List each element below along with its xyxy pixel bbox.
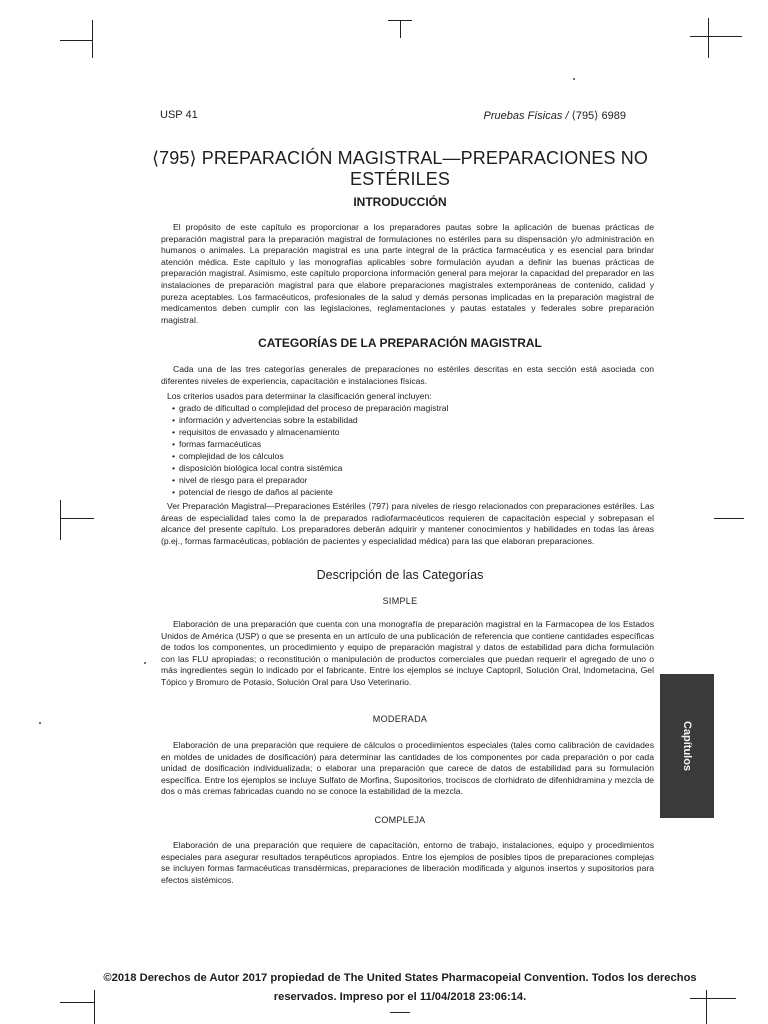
running-header-right bbox=[483, 109, 626, 122]
crop-mark bbox=[60, 518, 94, 519]
list-item: • información y advertencias sobre la estabilidad bbox=[172, 414, 642, 426]
list-item: • requisitos de envasado y almacenamiento bbox=[172, 426, 642, 438]
chapter-thumb-tab bbox=[660, 674, 714, 818]
simple-heading: SIMPLE bbox=[382, 596, 418, 606]
compleja-paragraph bbox=[161, 840, 654, 886]
categories-p1: Cada una de las tres categorías generales de preparaciones no estériles descritas en esta sección está asociada con diferentes niveles de experiencia, capacitación e instalaciones físicas. bbox=[161, 364, 654, 386]
crop-mark bbox=[92, 20, 93, 58]
list-item: • disposición biológica local contra sistémica bbox=[172, 462, 642, 474]
simple-text: Elaboración de una preparación que cuenta con una monografía de preparación magistral en la Farmacopea de los Estados Unidos de América (USP) o que se presenta en un artículo de una publicación de referencia que contiene cantidades específicas de todos los componentes, un procedimiento y equipo de preparación magistral y datos de estabilidad para dicha formulación con las FLU apropiadas; o reconstitución o manipulación de productos comerciales que puedan requerir el agregado de uno o más ingredientes según lo indicado por el fabricante. Entre los ejemplos se incluye Captopril, Solución Oral, Indometacina, Gel Tópico y Bromuro de Potasio, Solución Oral para Uso Veterinario. bbox=[161, 619, 654, 687]
criteria-list bbox=[172, 402, 642, 498]
crop-mark bbox=[690, 36, 742, 37]
header-section: Pruebas Físicas / bbox=[483, 110, 572, 122]
moderada-text: Elaboración de una preparación que requiere de cálculos o procedimientos especiales (tales como calibración de cavidades en moldes de unidades de dosificación) para determinar las cantidades de los componentes por cada preparación o por cada unidad de dosificación individualizada; o elaborar una preparación que carece de datos de estabilidad para su formulación específica. Entre los ejemplos se incluye Sulfato de Morfina, Supositorios, trociscos de clorhidrato de difenhidramina y mezcla de dos o más cremas fabricadas cuando no se conoce la estabilidad de la mezcla. bbox=[161, 740, 654, 797]
list-item: • complejidad de los cálculos bbox=[172, 450, 642, 462]
crop-mark bbox=[708, 18, 709, 58]
side-tab-label: Capítulos bbox=[681, 720, 693, 772]
categories-p2: Los criterios usados para determinar la clasificación general incluyen: bbox=[167, 391, 432, 401]
scan-speck bbox=[144, 662, 146, 664]
intro-paragraph bbox=[161, 222, 654, 326]
categories-p3: Ver Preparación Magistral—Preparaciones Estériles ⟨797⟩ para niveles de riesgo relacionados con preparaciones estériles. Las áreas de especialidad tales como la de preparados radiofarmacéuticos requieren de capacitación especial y sobrepasan el alcance del presente capítulo. Los preparadores deberán adquirir y mantener conocimientos y habilidades en todas las áreas (p.ej., formas farmacéuticas, población de pacientes y especialidad médica) para las que elaboran preparaciones. bbox=[161, 501, 654, 546]
compleja-text: Elaboración de una preparación que requiere de capacitación, entorno de trabajo, instalaciones, equipo y procedimientos especiales para asegurar resultados terapéuticos apropiados. Entre los ejemplos de posibles tipos de preparaciones complejas se incluyen formas farmacéuticas transdérmicas, preparaciones de liberación modificada y algunos insertos y supositorios para efectos sistémicos. bbox=[161, 840, 654, 885]
copyright-footer bbox=[40, 969, 760, 1007]
criteria-intro bbox=[161, 390, 654, 402]
chapter-title: ⟨795⟩ PREPARACIÓN MAGISTRAL—PREPARACIONES NO ESTÉRILES bbox=[152, 148, 648, 189]
header-page-number: ⟨795⟩ 6989 bbox=[571, 110, 626, 122]
moderada-heading: MODERADA bbox=[372, 714, 428, 724]
running-header-left: USP 41 bbox=[160, 109, 198, 121]
crop-mark bbox=[60, 500, 61, 540]
list-item: • grado de dificultad o complejidad del proceso de preparación magistral bbox=[172, 402, 642, 414]
list-item: • nivel de riesgo para el preparador bbox=[172, 474, 642, 486]
intro-heading: INTRODUCCIÓN bbox=[353, 195, 447, 209]
crop-mark bbox=[400, 20, 401, 38]
scan-speck bbox=[39, 722, 41, 724]
crop-mark bbox=[714, 518, 744, 519]
moderada-paragraph bbox=[161, 740, 654, 798]
footer-line-2: reservados. Impreso por el 11/04/2018 23:06:14. bbox=[273, 991, 527, 1003]
crop-mark bbox=[60, 40, 92, 41]
simple-paragraph bbox=[161, 619, 654, 689]
compleja-heading: COMPLEJA bbox=[374, 815, 426, 825]
categories-intro-paragraph bbox=[161, 364, 654, 387]
list-item: • formas farmacéuticas bbox=[172, 438, 642, 450]
categories-heading: CATEGORÍAS DE LA PREPARACIÓN MAGISTRAL bbox=[258, 336, 542, 350]
sterile-reference-paragraph bbox=[161, 501, 654, 547]
scan-speck bbox=[573, 78, 575, 80]
description-heading: Descripción de las Categorías bbox=[316, 568, 484, 582]
footer-line-1: ©2018 Derechos de Autor 2017 propiedad de The United States Pharmacopeial Convention. Todos los derechos bbox=[103, 972, 697, 984]
intro-text: El propósito de este capítulo es proporcionar a los preparadores pautas sobre la aplicación de buenas prácticas de preparación magistral para la preparación magistral de formulaciones no estériles para su dispensación y/o administración en humanos o animales. La preparación magistral es una parte integral de la práctica farmacéutica y es esencial para brindar atención médica. Este capítulo y las monografías aplicables sobre formulación ayudan a definir las buenas prácticas de preparación magistral. Asimismo, este capítulo proporciona información general para mejorar la capacidad del preparador en las instalaciones de preparación magistral para que elabore preparaciones magistrales extemporáneas de contenido, calidad y pureza aceptables. Los farmacéuticos, profesionales de la salud y demás personas implicadas en la preparación magistral de medicamentos deben cumplir con las legislaciones, reglamentaciones y pautas estatales y federales sobre preparación magistral. bbox=[161, 222, 654, 325]
crop-mark bbox=[390, 1012, 410, 1013]
list-item: • potencial de riesgo de daños al paciente bbox=[172, 486, 642, 498]
